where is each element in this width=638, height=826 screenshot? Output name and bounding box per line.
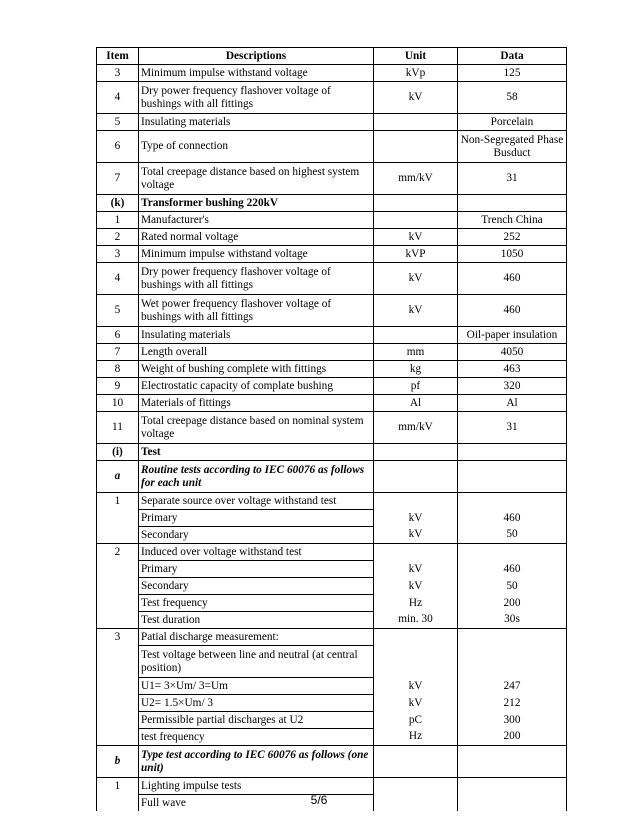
cell-data: 247 <box>458 678 567 695</box>
cell-item: b <box>97 746 139 778</box>
cell-unit: mm/kV <box>374 163 458 195</box>
table-row <box>97 444 567 461</box>
cell-data: 31 <box>458 412 567 444</box>
cell-unit: min. 30 <box>374 612 458 629</box>
cell-desc: Wet power frequency flashover voltage of bushings with all fittings <box>139 295 374 327</box>
cell-item: 3 <box>97 65 139 82</box>
cell-unit: pC <box>374 712 458 729</box>
cell-item: 5 <box>97 114 139 131</box>
cell-item <box>97 695 139 712</box>
cell-desc: Type test according to IEC 60076 as follows (one unit) <box>139 746 374 778</box>
header-data: Data <box>458 48 567 65</box>
cell-data: Trench China <box>458 212 567 229</box>
cell-unit <box>374 131 458 163</box>
table-row <box>97 65 567 82</box>
cell-data: Al <box>458 395 567 412</box>
cell-desc: Length overall <box>139 344 374 361</box>
cell-desc: U2= 1.5×Um/ 3 <box>139 695 374 712</box>
cell-unit <box>374 646 458 678</box>
table-row <box>97 527 567 544</box>
table-row <box>97 246 567 263</box>
cell-item: 1 <box>97 493 139 510</box>
cell-desc: Full wave <box>139 795 374 812</box>
cell-desc: Dry power frequency flashover voltage of bushings with all fittings <box>139 82 374 114</box>
cell-desc: Test voltage between line and neutral (at central position) <box>139 646 374 678</box>
cell-unit <box>374 746 458 778</box>
cell-desc: Routine tests according to IEC 60076 as follows for each unit <box>139 461 374 493</box>
table-row <box>97 295 567 327</box>
cell-unit <box>374 629 458 646</box>
cell-desc: Weight of bushing complete with fittings <box>139 361 374 378</box>
cell-data <box>458 461 567 493</box>
cell-unit <box>374 212 458 229</box>
table-row <box>97 712 567 729</box>
cell-data: 212 <box>458 695 567 712</box>
cell-item: 1 <box>97 212 139 229</box>
cell-unit: Hz <box>374 729 458 746</box>
cell-unit <box>374 493 458 510</box>
cell-unit: kV <box>374 695 458 712</box>
table-row <box>97 82 567 114</box>
cell-unit: kV <box>374 678 458 695</box>
table-row <box>97 612 567 629</box>
cell-data: Non-Segregated Phase Busduct <box>458 131 567 163</box>
cell-unit: kV <box>374 510 458 527</box>
cell-data <box>458 195 567 212</box>
table-row <box>97 578 567 595</box>
cell-unit: kV <box>374 578 458 595</box>
cell-item: 4 <box>97 263 139 295</box>
cell-item: 9 <box>97 378 139 395</box>
cell-data: 460 <box>458 263 567 295</box>
cell-unit <box>374 444 458 461</box>
cell-unit: kV <box>374 82 458 114</box>
cell-unit <box>374 461 458 493</box>
cell-item <box>97 612 139 629</box>
cell-item: 3 <box>97 629 139 646</box>
cell-item <box>97 712 139 729</box>
cell-data: 200 <box>458 729 567 746</box>
cell-item: 2 <box>97 229 139 246</box>
table-row <box>97 778 567 795</box>
cell-data: 200 <box>458 595 567 612</box>
table-row <box>97 678 567 695</box>
table-row <box>97 746 567 778</box>
cell-desc: Manufacturer's <box>139 212 374 229</box>
cell-data: 320 <box>458 378 567 395</box>
table-row <box>97 263 567 295</box>
cell-data: 460 <box>458 295 567 327</box>
cell-unit: kV <box>374 295 458 327</box>
cell-data <box>458 646 567 678</box>
cell-desc: Secondary <box>139 578 374 595</box>
table-row <box>97 344 567 361</box>
cell-unit: kVP <box>374 246 458 263</box>
cell-item <box>97 678 139 695</box>
cell-data: 300 <box>458 712 567 729</box>
cell-unit: Al <box>374 395 458 412</box>
cell-unit: kV <box>374 263 458 295</box>
cell-data: 460 <box>458 510 567 527</box>
table-header-row <box>97 48 567 65</box>
table-row <box>97 163 567 195</box>
cell-desc: Dry power frequency flashover voltage of bushings with all fittings <box>139 263 374 295</box>
specification-table <box>96 47 567 811</box>
cell-unit <box>374 778 458 795</box>
cell-item: 7 <box>97 163 139 195</box>
cell-data: 125 <box>458 65 567 82</box>
cell-item: 8 <box>97 361 139 378</box>
cell-desc: U1= 3×Um/ 3=Um <box>139 678 374 695</box>
cell-unit: kV <box>374 527 458 544</box>
page-number: 5/6 <box>310 793 328 807</box>
table-row <box>97 595 567 612</box>
table-row <box>97 361 567 378</box>
cell-item: 11 <box>97 412 139 444</box>
cell-unit <box>374 327 458 344</box>
header-descriptions: Descriptions <box>139 48 374 65</box>
cell-data: 30s <box>458 612 567 629</box>
table-row <box>97 493 567 510</box>
cell-item: 6 <box>97 131 139 163</box>
cell-desc: Electrostatic capacity of complate bushing <box>139 378 374 395</box>
table-row <box>97 561 567 578</box>
cell-item: 2 <box>97 544 139 561</box>
cell-unit <box>374 544 458 561</box>
cell-data <box>458 444 567 461</box>
cell-unit <box>374 114 458 131</box>
cell-unit: kg <box>374 361 458 378</box>
cell-unit: kV <box>374 561 458 578</box>
cell-item <box>97 527 139 544</box>
cell-data: 58 <box>458 82 567 114</box>
table-row <box>97 212 567 229</box>
cell-item <box>97 595 139 612</box>
table-row <box>97 729 567 746</box>
cell-item <box>97 578 139 595</box>
cell-item <box>97 561 139 578</box>
cell-data: Porcelain <box>458 114 567 131</box>
cell-desc: Permissible partial discharges at U2 <box>139 712 374 729</box>
cell-data <box>458 544 567 561</box>
cell-desc: Rated normal voltage <box>139 229 374 246</box>
cell-desc: Patial discharge measurement: <box>139 629 374 646</box>
table-row <box>97 229 567 246</box>
cell-desc: Total creepage distance based on highest system voltage <box>139 163 374 195</box>
cell-unit: pf <box>374 378 458 395</box>
cell-item: 3 <box>97 246 139 263</box>
cell-desc: Insulating materials <box>139 114 374 131</box>
cell-item: 6 <box>97 327 139 344</box>
header-item: Item <box>97 48 139 65</box>
cell-unit: mm/kV <box>374 412 458 444</box>
table-row <box>97 510 567 527</box>
table-row <box>97 131 567 163</box>
cell-data: 460 <box>458 561 567 578</box>
cell-item: 10 <box>97 395 139 412</box>
cell-desc: Secondary <box>139 527 374 544</box>
table-row <box>97 544 567 561</box>
table-row <box>97 114 567 131</box>
cell-unit: kV <box>374 229 458 246</box>
cell-data: Oil-paper insulation <box>458 327 567 344</box>
cell-desc: Primary <box>139 561 374 578</box>
cell-data <box>458 493 567 510</box>
cell-desc: Test duration <box>139 612 374 629</box>
table-row <box>97 195 567 212</box>
table-row <box>97 629 567 646</box>
cell-item: (k) <box>97 195 139 212</box>
cell-data <box>458 629 567 646</box>
header-unit: Unit <box>374 48 458 65</box>
cell-desc: Type of connection <box>139 131 374 163</box>
cell-item: a <box>97 461 139 493</box>
cell-data: 31 <box>458 163 567 195</box>
cell-desc: Transformer bushing 220kV <box>139 195 374 212</box>
cell-unit: kVp <box>374 65 458 82</box>
cell-item: 5 <box>97 295 139 327</box>
cell-item: 4 <box>97 82 139 114</box>
cell-desc: Primary <box>139 510 374 527</box>
cell-desc: Minimum impulse withstand voltage <box>139 65 374 82</box>
cell-item: (i) <box>97 444 139 461</box>
cell-item <box>97 729 139 746</box>
cell-item: 1 <box>97 778 139 795</box>
cell-desc: Separate source over voltage withstand test <box>139 493 374 510</box>
cell-desc: Total creepage distance based on nominal system voltage <box>139 412 374 444</box>
cell-data: 463 <box>458 361 567 378</box>
cell-item: 7 <box>97 344 139 361</box>
cell-desc: Test <box>139 444 374 461</box>
cell-data: 1050 <box>458 246 567 263</box>
cell-desc: Induced over voltage withstand test <box>139 544 374 561</box>
cell-desc: Test frequency <box>139 595 374 612</box>
cell-desc: Lighting impulse tests <box>139 778 374 795</box>
cell-desc: Minimum impulse withstand voltage <box>139 246 374 263</box>
cell-data <box>458 746 567 778</box>
cell-data: 50 <box>458 527 567 544</box>
cell-data: 50 <box>458 578 567 595</box>
cell-desc: Insulating materials <box>139 327 374 344</box>
cell-desc: Materials of fittings <box>139 395 374 412</box>
cell-item <box>97 646 139 678</box>
table-row <box>97 461 567 493</box>
cell-desc: test frequency <box>139 729 374 746</box>
cell-item <box>97 510 139 527</box>
table-row <box>97 378 567 395</box>
cell-unit: Hz <box>374 595 458 612</box>
table-row <box>97 327 567 344</box>
table-row <box>97 646 567 678</box>
cell-data: 252 <box>458 229 567 246</box>
cell-unit <box>374 195 458 212</box>
cell-data: 4050 <box>458 344 567 361</box>
table-row <box>97 412 567 444</box>
table-body <box>97 65 567 812</box>
cell-unit: mm <box>374 344 458 361</box>
table-row <box>97 695 567 712</box>
table-row <box>97 395 567 412</box>
cell-data <box>458 778 567 795</box>
